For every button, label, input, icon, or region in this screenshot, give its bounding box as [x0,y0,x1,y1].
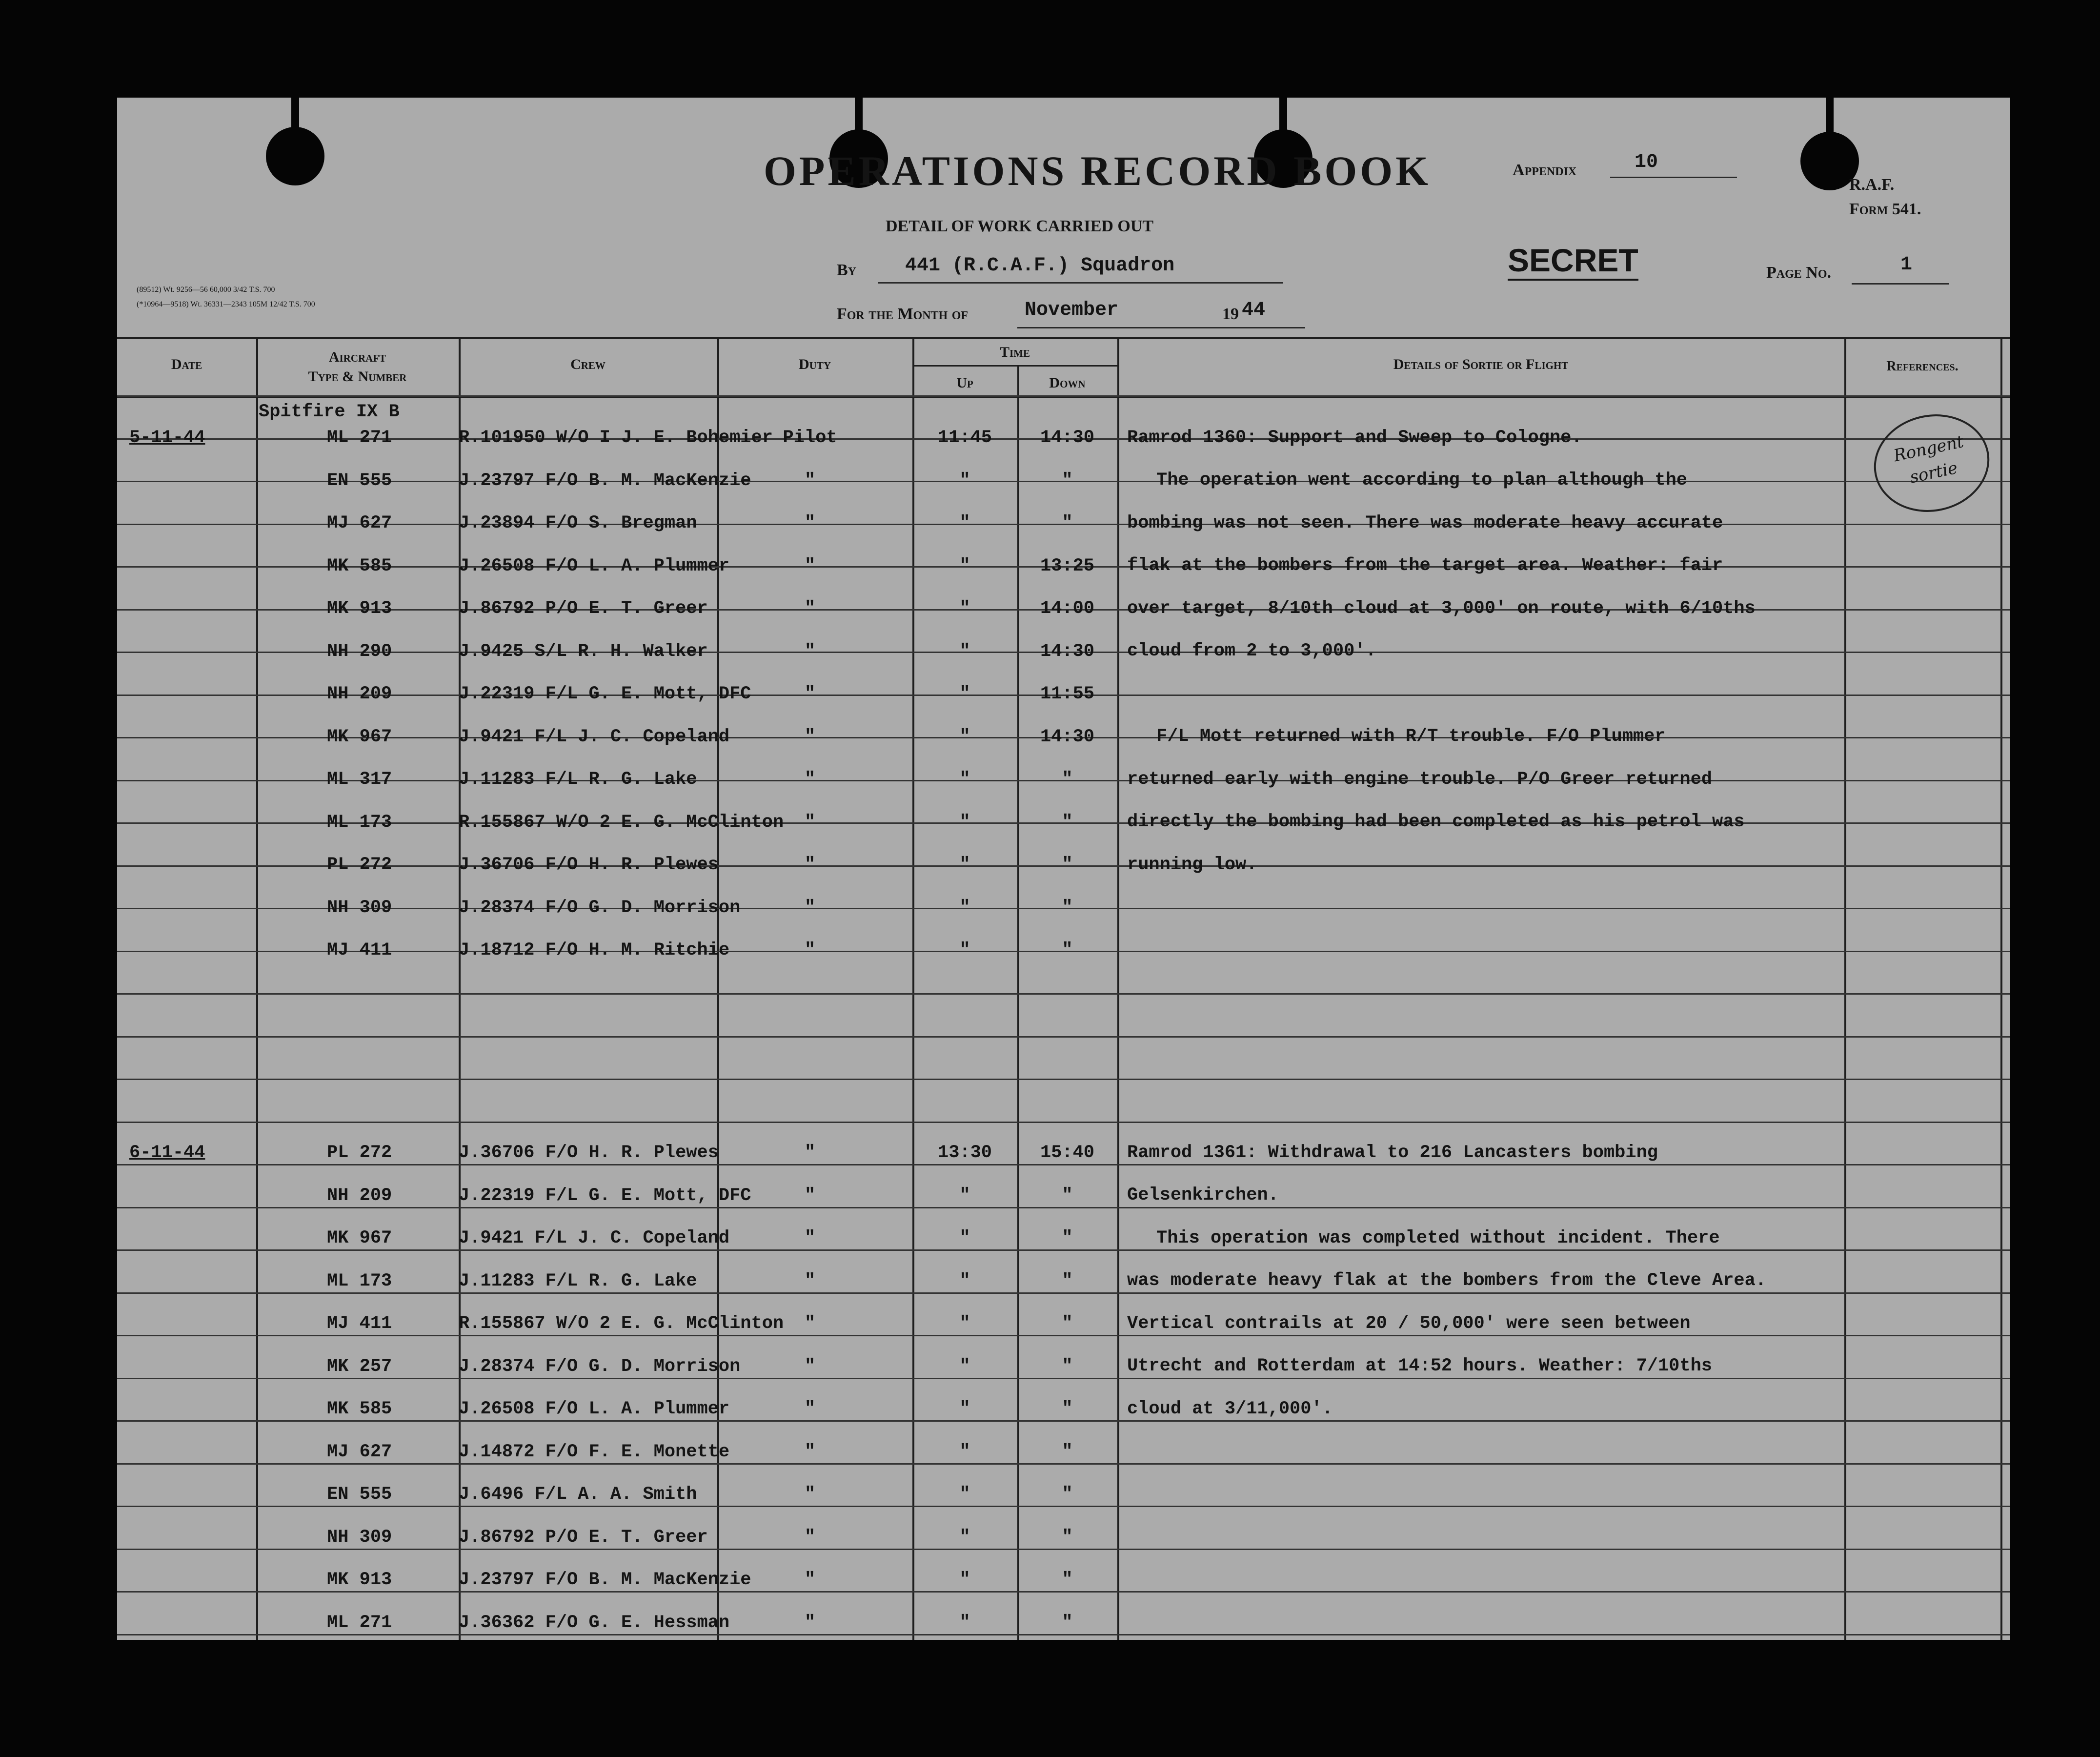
page-underline [1852,283,1949,285]
down-time-cell: 14:00 [1040,598,1095,619]
duty-cell: " [804,1570,816,1590]
down-time-cell: 14:30 [1040,428,1095,448]
squadron-underline [878,282,1283,284]
appendix-number: 10 [1635,151,1658,173]
ruled-line [117,1378,2010,1379]
aircraft-type: Spitfire IX B [259,402,400,422]
ruled-line [117,1207,2010,1208]
aircraft-cell: NH 309 [327,1527,392,1548]
col-references: References. [1886,359,1959,374]
duty-cell: " [804,684,816,704]
aircraft-cell: ML 317 [327,769,392,790]
aircraft-cell: MJ 411 [327,1313,392,1334]
down-time-cell: " [1062,769,1073,790]
record-sheet [117,98,2010,1640]
duty-cell: " [804,1143,816,1163]
detail-line: cloud from 2 to 3,000'. [1127,641,1376,661]
ruled-line [117,1249,2010,1251]
up-time-cell: 11:45 [937,428,992,448]
aircraft-cell: ML 271 [327,428,392,448]
aircraft-cell: MK 967 [327,727,392,747]
detail-line: F/L Mott returned with R/T trouble. F/O Plummer [1156,726,1666,747]
up-time-cell: " [959,513,970,533]
aircraft-cell: NH 290 [327,641,392,662]
aircraft-cell: MJ 627 [327,1442,392,1462]
ruled-line [117,1122,2010,1123]
down-time-cell: " [1062,1527,1073,1548]
crew-cell: J.11283 F/L R. G. Lake [459,1271,697,1291]
crew-cell: J.11283 F/L R. G. Lake [459,769,697,790]
down-time-cell: " [1062,898,1073,918]
date-cell: 5-11-44 [129,428,205,448]
col-details: Details of Sortie or Flight [1393,356,1569,372]
ruled-line [117,1079,2010,1080]
up-time-cell: " [959,1313,970,1334]
duty-cell: " [804,598,816,619]
up-time-cell: " [959,1442,970,1462]
aircraft-cell: EN 555 [327,1484,392,1505]
ruled-line [117,395,2010,397]
page-subtitle: DETAIL OF WORK CARRIED OUT [886,217,1154,235]
duty-cell: " [804,1228,816,1248]
up-time-cell: " [959,1271,970,1291]
down-time-cell: " [1062,470,1073,491]
crew-cell: J.18712 F/O H. M. Ritchie [459,940,730,960]
crew-cell: J.26508 F/O L. A. Plummer [459,1399,730,1419]
crew-cell: J.22319 F/L G. E. Mott, DFC [459,1185,751,1206]
page-number: 1 [1900,254,1913,276]
aircraft-cell: NH 209 [327,1185,392,1206]
aircraft-cell: MK 967 [327,1228,392,1248]
ruled-line [117,1549,2010,1550]
crew-cell: J.9421 F/L J. C. Copeland [459,1228,730,1248]
detail-line: Ramrod 1361: Withdrawal to 216 Lancasters bombing [1127,1143,1658,1163]
crew-cell: J.14872 F/O F. E. Monette [459,1442,730,1462]
secret-stamp: SECRET [1508,242,1638,281]
aircraft-cell: NH 309 [327,898,392,918]
crew-cell: J.9421 F/L J. C. Copeland [459,727,730,747]
month-label: For the Month of [837,305,969,323]
crew-cell: J.86792 P/O E. T. Greer [459,598,708,619]
header-bottom-border [117,397,2010,398]
duty-cell: " [804,1313,816,1334]
detail-line: returned early with engine trouble. P/O Greer returned [1127,769,1712,790]
column-divider [256,337,258,1640]
col-down: Down [1049,375,1086,391]
up-time-cell: " [959,1185,970,1206]
aircraft-cell: EN 555 [327,470,392,491]
print-code: (*10964—9518) Wt. 36331—2343 105M 12/42 T.S. 700 [137,300,315,308]
detail-line: bombing was not seen. There was moderate heavy accurate [1127,513,1723,533]
down-time-cell: " [1062,1185,1073,1206]
detail-line: running low. [1127,855,1257,875]
ruled-line [117,993,2010,995]
column-divider [1117,337,1119,1640]
ruled-line [117,1506,2010,1507]
detail-line: Gelsenkirchen. [1127,1185,1279,1205]
crew-cell: J.22319 F/L G. E. Mott, DFC [459,684,751,704]
ruled-line [117,1591,2010,1593]
down-time-cell: " [1062,940,1073,960]
down-time-cell: 11:55 [1040,684,1095,704]
table-top-border [117,337,2010,339]
up-time-cell: " [959,641,970,662]
duty-cell: " [804,641,816,662]
ruled-line [117,1634,2010,1635]
aircraft-cell: MJ 627 [327,513,392,533]
up-time-cell: " [959,727,970,747]
duty-cell: " [804,727,816,747]
crew-cell: J.26508 F/O L. A. Plummer [459,556,730,576]
up-time-cell: " [959,769,970,790]
duty-cell: " [804,855,816,875]
up-time-cell: " [959,855,970,875]
ruled-line [117,1463,2010,1465]
crew-cell: R.155867 W/O 2 E. G. McClinton [459,1313,784,1334]
col-up: Up [956,375,973,391]
time-subheader-line [912,365,1117,367]
squadron-name: 441 (R.C.A.F.) Squadron [905,255,1175,277]
aircraft-cell: PL 272 [327,1143,392,1163]
ruled-line [117,1335,2010,1336]
up-time-cell: " [959,1613,970,1633]
duty-cell: " [804,1613,816,1633]
column-divider [1844,337,1846,1640]
detail-line: Vertical contrails at 20 / 50,000' were seen between [1127,1313,1691,1334]
col-date: Date [171,356,202,372]
aircraft-cell: ML 173 [327,812,392,833]
page-title: OPERATIONS RECORD BOOK [764,147,1431,194]
duty-cell: " [804,1356,816,1377]
crew-cell: J.36362 F/O G. E. Hessman [459,1613,730,1633]
print-code: (89512) Wt. 9256—56 60,000 3/42 T.S. 700 [137,286,275,294]
aircraft-cell: MK 913 [327,598,392,619]
detail-line: cloud at 3/11,000'. [1127,1399,1333,1419]
crew-cell: R.101950 W/O I J. E. Bohemier [459,428,773,448]
appendix-label: Appendix [1513,161,1577,179]
appendix-underline [1610,177,1737,178]
aircraft-cell: ML 271 [327,1613,392,1633]
month-value: November [1025,299,1119,321]
detail-line: was moderate heavy flak at the bombers from the Cleve Area. [1127,1270,1767,1291]
up-time-cell: " [959,470,970,491]
crew-cell: J.86792 P/O E. T. Greer [459,1527,708,1548]
duty-cell: " [804,1484,816,1505]
up-time-cell: " [959,812,970,833]
duty-cell: " [804,556,816,576]
down-time-cell: " [1062,513,1073,533]
duty-cell: " [804,1527,816,1548]
col-duty: Duty [798,356,831,372]
column-divider [2000,337,2002,1640]
duty-cell: " [804,470,816,491]
down-time-cell: " [1062,1442,1073,1462]
down-time-cell: 13:25 [1040,556,1095,576]
aircraft-cell: MK 257 [327,1356,392,1377]
year-suffix: 44 [1242,299,1266,321]
down-time-cell: " [1062,1399,1073,1419]
crew-cell: J.36706 F/O H. R. Plewes [459,855,719,875]
aircraft-cell: NH 209 [327,684,392,704]
up-time-cell: " [959,1527,970,1548]
crew-cell: J.23894 F/O S. Bregman [459,513,697,533]
duty-cell: " [804,1185,816,1206]
col-aircraft-sub: Type & Number [308,368,407,385]
up-time-cell: " [959,556,970,576]
ruled-line [117,1420,2010,1422]
col-crew: Crew [570,356,606,372]
aircraft-cell: MJ 411 [327,940,392,960]
aircraft-cell: MK 585 [327,1399,392,1419]
up-time-cell: 13:30 [937,1143,992,1163]
aircraft-cell: MK 585 [327,556,392,576]
crew-cell: R.155867 W/O 2 E. G. McClinton [459,812,784,833]
up-time-cell: " [959,1570,970,1590]
down-time-cell: 15:40 [1040,1143,1095,1163]
aircraft-cell: PL 272 [327,855,392,875]
ruled-line [117,1036,2010,1038]
detail-line: Ramrod 1360: Support and Sweep to Cologne. [1127,428,1582,448]
detail-line: directly the bombing had been completed as his petrol was [1127,812,1745,832]
up-time-cell: " [959,1356,970,1377]
up-time-cell: " [959,684,970,704]
page-label: Page No. [1766,264,1831,282]
crew-cell: J.28374 F/O G. D. Morrison [459,1356,741,1377]
by-label: By [837,261,857,279]
duty-cell: " [804,812,816,833]
up-time-cell: " [959,898,970,918]
reference-note-line1: Rongent [1892,431,1966,466]
down-time-cell: 14:30 [1040,727,1095,747]
month-underline [1017,327,1305,328]
up-time-cell: " [959,1484,970,1505]
duty-cell: " [804,513,816,533]
duty-cell: " [804,769,816,790]
down-time-cell: " [1062,1228,1073,1248]
col-time: Time [999,344,1030,360]
crew-cell: J.23797 F/O B. M. MacKenzie [459,1570,751,1590]
form-line1: R.A.F. [1849,176,1895,194]
duty-cell: " [804,1442,816,1462]
detail-line: Utrecht and Rotterdam at 14:52 hours. Weather: 7/10ths [1127,1356,1712,1376]
crew-cell: J.23797 F/O B. M. MacKenzie [459,470,751,491]
duty-cell: " [804,898,816,918]
year-prefix: 19 [1222,305,1239,323]
crew-cell: J.28374 F/O G. D. Morrison [459,898,741,918]
detail-line: The operation went according to plan although the [1156,470,1687,490]
down-time-cell: " [1062,1570,1073,1590]
duty-cell: " [804,1271,816,1291]
duty-cell: " [804,1399,816,1419]
detail-line: over target, 8/10th cloud at 3,000' on route, with 6/10ths [1127,598,1756,619]
up-time-cell: " [959,1399,970,1419]
binder-hole [266,127,324,185]
down-time-cell: " [1062,1356,1073,1377]
crew-cell: J.9425 S/L R. H. Walker [459,641,708,662]
up-time-cell: " [959,1228,970,1248]
ruled-line [117,1164,2010,1165]
reference-note-line2: sortie [1908,458,1959,488]
col-aircraft: Aircraft [328,349,386,365]
down-time-cell: " [1062,855,1073,875]
down-time-cell: " [1062,1484,1073,1505]
down-time-cell: " [1062,1271,1073,1291]
aircraft-cell: MK 913 [327,1570,392,1590]
duty-cell: " [804,940,816,960]
crew-cell: J.6496 F/L A. A. Smith [459,1484,697,1505]
aircraft-cell: ML 173 [327,1271,392,1291]
down-time-cell: " [1062,1313,1073,1334]
detail-line: This operation was completed without incident. There [1156,1228,1720,1248]
down-time-cell: 14:30 [1040,641,1095,662]
form-line2: Form 541. [1849,200,1921,218]
date-cell: 6-11-44 [129,1143,205,1163]
duty-cell: Pilot [783,428,837,448]
down-time-cell: " [1062,812,1073,833]
up-time-cell: " [959,598,970,619]
crew-cell: J.36706 F/O H. R. Plewes [459,1143,719,1163]
detail-line: flak at the bombers from the target area. Weather: fair [1127,555,1723,576]
down-time-cell: " [1062,1613,1073,1633]
reference-annotation [1865,404,1999,522]
up-time-cell: " [959,940,970,960]
ruled-line [117,1292,2010,1294]
